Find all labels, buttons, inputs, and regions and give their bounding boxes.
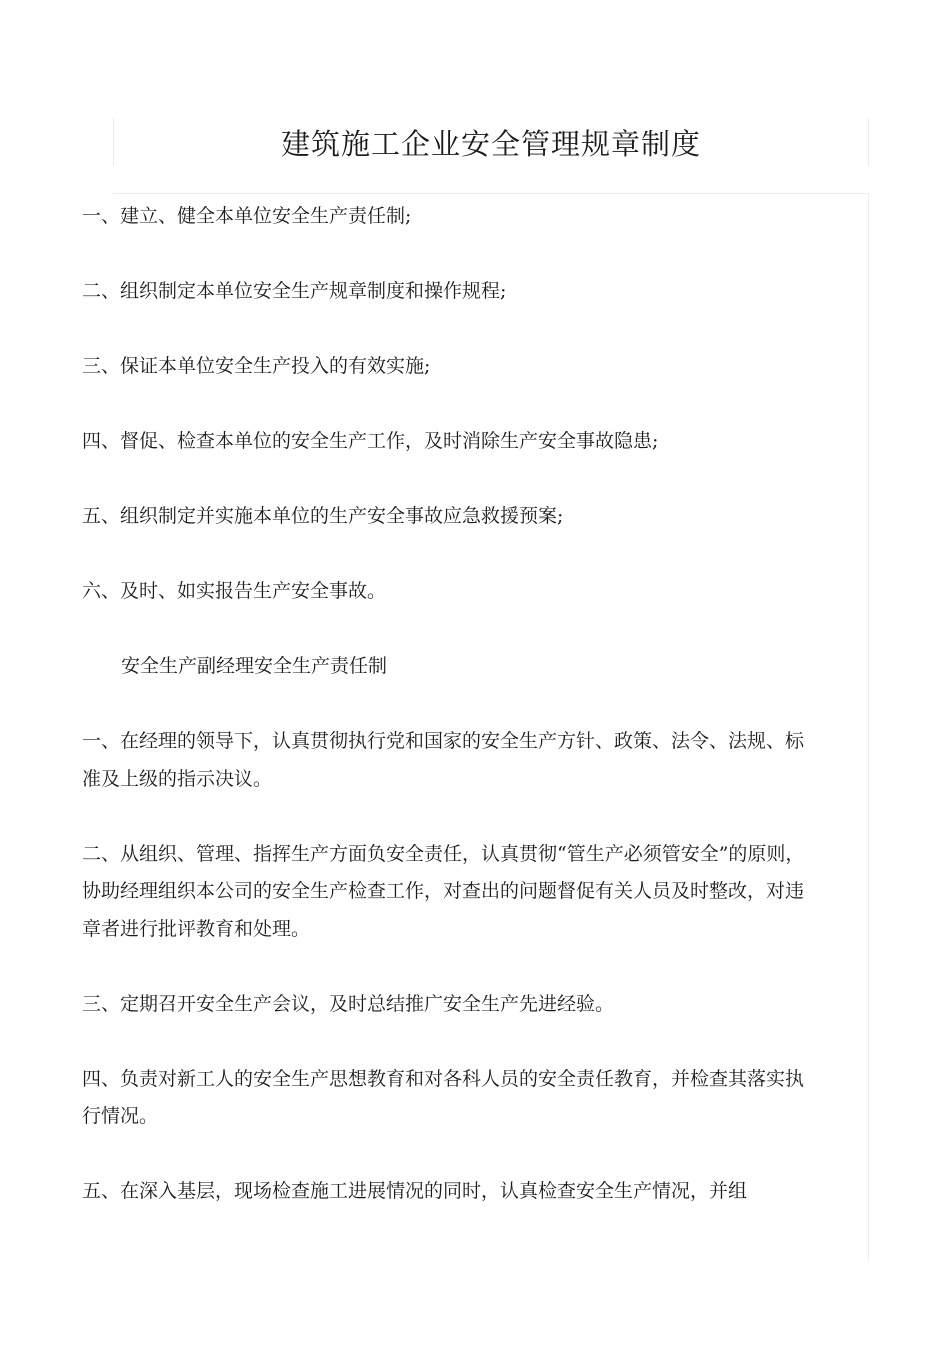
paragraph: 三、保证本单位安全生产投入的有效实施; xyxy=(82,355,431,377)
document-body xyxy=(82,198,822,1248)
paragraph: 一、建立、健全本单位安全生产责任制; xyxy=(82,205,412,227)
paragraph: 五、在深入基层，现场检查施工进展情况的同时，认真检查安全生产情况，并组 xyxy=(82,1180,748,1202)
frame-line xyxy=(868,193,869,1261)
document-title: 建筑施工企业安全管理规章制度 xyxy=(280,127,701,161)
paragraph: 三、定期召开安全生产会议，及时总结推广安全生产先进经验。 xyxy=(82,992,615,1015)
paragraph: 二、从组织、管理、指挥生产方面负安全责任，认真贯彻“管生产必须管安全”的原则，协助经理组织本公司的安全生产检查工作，对查出的问题督促有关人员及时整改，对违章者进行批评教育和处理。 xyxy=(82,842,805,940)
paragraph: 一、在经理的领导下，认真贯彻执行党和国家的安全生产方针、政策、法令、法规、标准及上级的指示决议。 xyxy=(82,730,805,790)
paragraph: 五、组织制定并实施本单位的生产安全事故应急救援预案; xyxy=(82,505,564,527)
paragraph: 二、组织制定本单位安全生产规章制度和操作规程; xyxy=(82,280,507,302)
divider xyxy=(113,193,869,194)
paragraph: 四、督促、检查本单位的安全生产工作，及时消除生产安全事故隐患; xyxy=(82,430,659,452)
paragraph: 四、负责对新工人的安全生产思想教育和对各科人员的安全责任教育，并检查其落实执行情况。 xyxy=(82,1067,805,1127)
section-heading: 安全生产副经理安全生产责任制 xyxy=(121,655,388,677)
paragraph: 六、及时、如实报告生产安全事故。 xyxy=(82,580,387,602)
